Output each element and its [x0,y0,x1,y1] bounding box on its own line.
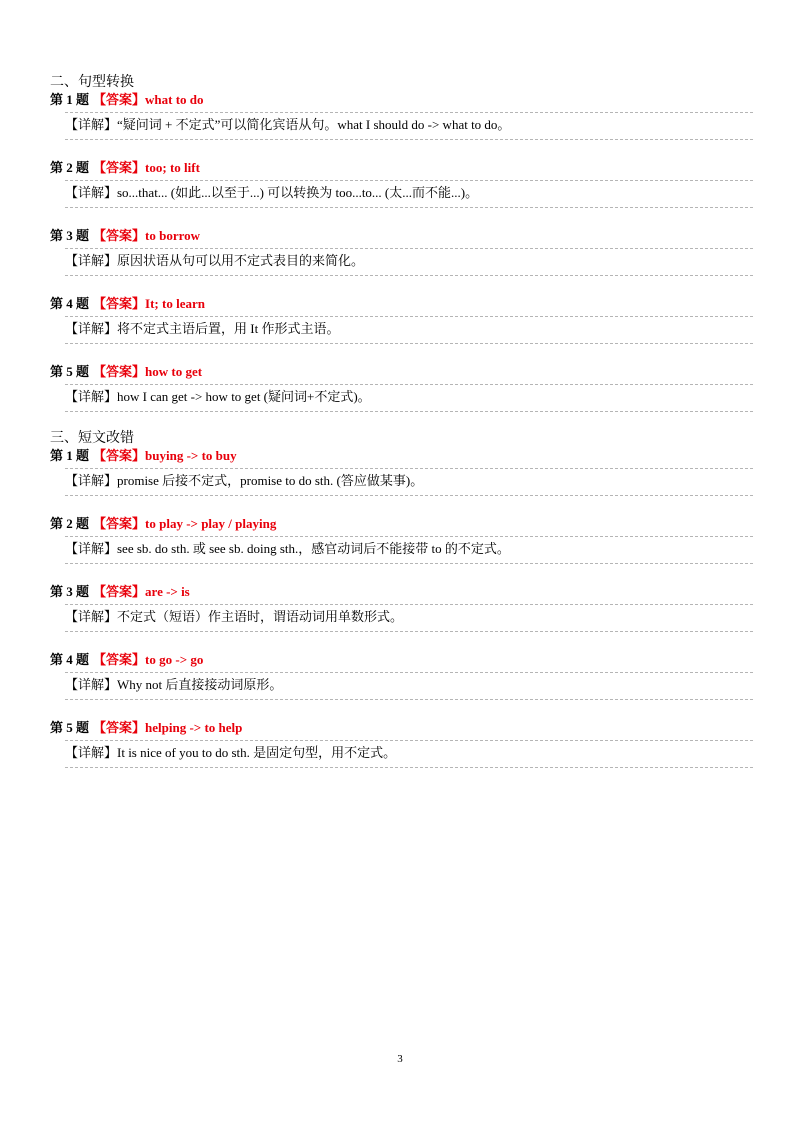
answer-label: 【答案】 [93,448,146,463]
answer-label: 【答案】 [93,228,146,243]
question-number: 第 5 题 [50,364,90,379]
section-title: 三、短文改错 [50,431,134,446]
dashed-divider [65,699,753,700]
dashed-divider [65,672,753,673]
question-heading [50,228,200,244]
question-number: 第 2 题 [50,160,90,175]
answer-text: to borrow [145,228,201,243]
dashed-divider [65,767,753,768]
question-heading [50,584,190,600]
question-number: 第 1 题 [50,92,90,107]
dashed-divider [65,112,753,113]
dashed-divider [65,384,753,385]
dashed-divider [65,180,753,181]
question-number: 第 1 题 [50,448,90,463]
explanation-text: 【详解】不定式（短语）作主语时，谓语动词用单数形式。 [65,609,404,624]
answer-label: 【答案】 [93,160,146,175]
page-number: 3 [397,1053,403,1065]
answer-text: how to get [145,364,203,379]
dashed-divider [65,343,753,344]
dashed-divider [65,740,753,741]
answer-label: 【答案】 [93,296,146,311]
question-number: 第 3 题 [50,584,90,599]
dashed-divider [65,536,753,537]
explanation-text: 【详解】how I can get -> how to get (疑问词+不定式)。 [65,389,371,404]
answer-text: helping -> to help [145,720,243,735]
answer-text: what to do [145,92,204,107]
answer-text: buying -> to buy [145,448,237,463]
question-heading [50,92,204,108]
dashed-divider [65,316,753,317]
question-number: 第 4 题 [50,296,90,311]
answer-label: 【答案】 [93,516,146,531]
question-heading [50,652,203,668]
explanation-text: 【详解】“疑问词 + 不定式”可以简化宾语从句。what I should do -> what to do。 [65,117,511,132]
question-heading [50,720,242,736]
dashed-divider [65,563,753,564]
explanation-text: 【详解】so...that... (如此...以至于...) 可以转换为 too...to... (太...而不能...)。 [65,185,479,200]
dashed-divider [65,495,753,496]
answer-text: It; to learn [145,296,205,311]
question-heading [50,364,202,380]
explanation-text: 【详解】It is nice of you to do sth. 是固定句型，用不定式。 [65,745,397,760]
question-number: 第 2 题 [50,516,90,531]
answer-label: 【答案】 [93,720,146,735]
dashed-divider [65,411,753,412]
answer-text: to go -> go [145,652,204,667]
explanation-text: 【详解】see sb. do sth. 或 see sb. doing sth.，感官动词后不能接带 to 的不定式。 [65,541,510,556]
question-number: 第 3 题 [50,228,90,243]
answer-text: are -> is [145,584,190,599]
dashed-divider [65,468,753,469]
answer-text: too; to lift [145,160,200,175]
question-number: 第 5 题 [50,720,90,735]
explanation-text: 【详解】将不定式主语后置，用 It 作形式主语。 [65,321,340,336]
answer-text: to play -> play / playing [145,516,277,531]
dashed-divider [65,631,753,632]
explanation-text: 【详解】promise 后接不定式，promise to do sth. (答应做某事)。 [65,473,424,488]
answer-label: 【答案】 [93,364,146,379]
answer-label: 【答案】 [93,652,146,667]
answer-label: 【答案】 [93,584,146,599]
dashed-divider [65,604,753,605]
dashed-divider [65,207,753,208]
dashed-divider [65,248,753,249]
dashed-divider [65,139,753,140]
dashed-divider [65,275,753,276]
question-number: 第 4 题 [50,652,90,667]
explanation-text: 【详解】Why not 后直接接动词原形。 [65,677,283,692]
question-heading [50,160,200,176]
explanation-text: 【详解】原因状语从句可以用不定式表目的来简化。 [65,253,365,268]
question-heading [50,448,237,464]
question-heading [50,516,276,532]
question-heading [50,296,205,312]
section-title: 二、句型转换 [50,75,134,90]
answer-label: 【答案】 [93,92,146,107]
